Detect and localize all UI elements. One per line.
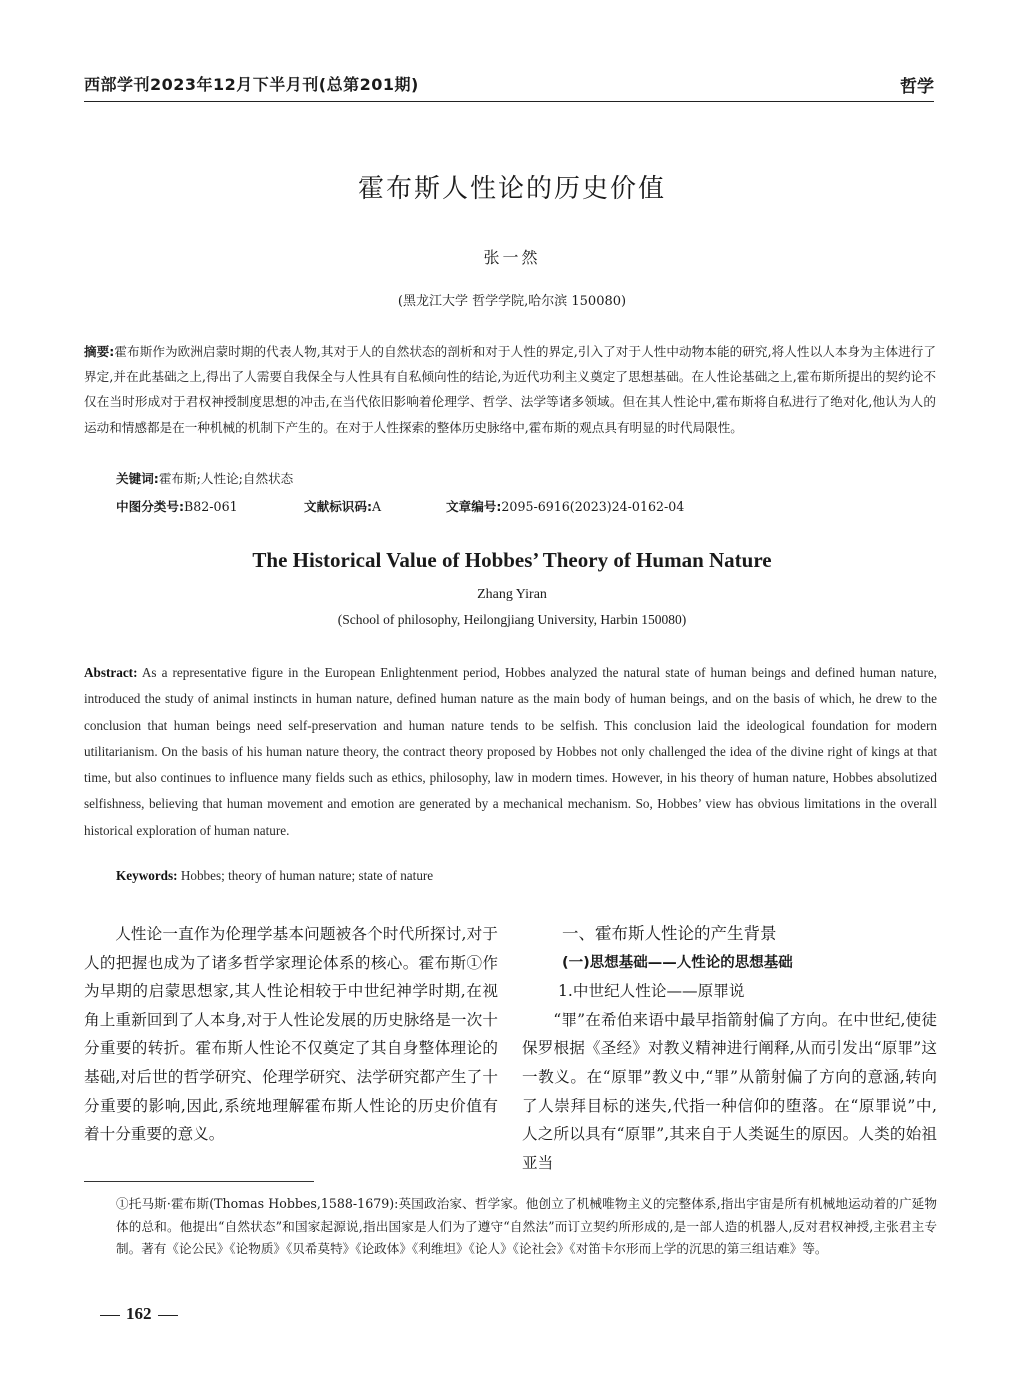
keywords-en-text: Hobbes; theory of human nature; state of nature bbox=[180, 868, 434, 883]
page-dash-right bbox=[158, 1315, 178, 1316]
running-header bbox=[84, 72, 934, 98]
article-title-cn: 霍布斯人性论的历史价值 bbox=[357, 174, 666, 204]
affiliation-cn: (黑龙江大学 哲学学院,哈尔滨 150080) bbox=[397, 294, 627, 309]
page-number bbox=[94, 1304, 184, 1324]
original-sin-paragraph: “罪”在希伯来语中最早指箭射偏了方向。在中世纪,使徒保罗根据《圣经》对教义精神进行阐释,从而引发出“原罪”这一教义。在“原罪”教义中,“罪”从箭射偏了方向的意涵,转向了人崇拜目标的迷失,代指一种信仰的堕落。在“原罪说”中,人之所以具有“原罪”,其来自于人类诞生的原因。人类的始祖亚当 bbox=[522, 1010, 937, 1172]
section-heading: 一、霍布斯人性论的产生背景 bbox=[562, 924, 777, 943]
keywords-en-label: Keywords: bbox=[116, 868, 178, 883]
abstract-en bbox=[84, 660, 937, 844]
abstract-cn-text: 霍布斯作为欧洲启蒙时期的代表人物,其对于人的自然状态的剖析和对于人性的界定,引入了对于人性中动物本能的研究,将人性以人本身为主体进行了界定,并在此基础之上,得出了人需要自我保全与人性具有自私倾向性的结论,为近代功利主义奠定了思想基础。在人性论基础之上,霍布斯所提出的契约论不仅在当时形成对于君权神授制度思想的冲击,在当代依旧影响着伦理学、哲学、法学等诸多领域。但在其人性论中,霍布斯将自私进行了绝对化,他认为人的运动和情感都是在一种机械的机制下产生的。在对于人性探索的整体历史脉络中,霍布斯的观点具有明显的时代局限性。 bbox=[84, 344, 936, 435]
doc-code-value: A bbox=[372, 499, 382, 514]
subsection-heading: (一)思想基础——人性论的思想基础 bbox=[562, 954, 793, 971]
article-title-en: The Historical Value of Hobbes’ Theory of Human Nature bbox=[252, 548, 772, 572]
keywords-en bbox=[116, 868, 433, 884]
footnote bbox=[84, 1193, 937, 1261]
footnote-text: ①托马斯·霍布斯(Thomas Hobbes,1588-1679):英国政治家、哲学家。他创立了机械唯物主义的完整体系,指出宇宙是所有机械地运动着的广延物体的总和。他提出“自然状态”和国家起源说,指出国家是人们为了遵守“自然法”而订立契约所形成的,是一部人造的机器人,反对君权神授,主张君主专制。著有《论公民》《论物质》《贝希莫特》《论政体》《利维坦》《论人》《论社会》《对笛卡尔形而上学的沉思的第三组诘难》等。 bbox=[116, 1196, 937, 1257]
doc-code-label: 文献标识码: bbox=[304, 499, 373, 514]
abstract-cn-label: 摘要: bbox=[84, 344, 115, 359]
journal-issue: 西部学刊2023年12月下半月刊(总第201期) bbox=[84, 75, 419, 94]
keywords-cn bbox=[116, 468, 293, 487]
abstract-en-label: Abstract: bbox=[84, 665, 138, 680]
clc-value: B82-061 bbox=[184, 499, 238, 514]
body-right-column bbox=[522, 920, 937, 1177]
article-no-label: 文章编号: bbox=[446, 499, 502, 514]
abstract-cn bbox=[84, 339, 936, 440]
page-dash-left bbox=[100, 1315, 120, 1316]
article-no-value: 2095-6916(2023)24-0162-04 bbox=[501, 499, 685, 514]
body-left-column bbox=[84, 920, 498, 1149]
section-name: 哲学 bbox=[900, 77, 934, 97]
affiliation-en: (School of philosophy, Heilongjiang University, Harbin 150080) bbox=[337, 612, 687, 627]
clc-label: 中图分类号: bbox=[116, 499, 185, 514]
keywords-cn-label: 关键词: bbox=[116, 471, 159, 486]
author-cn: 张一然 bbox=[483, 248, 541, 267]
keywords-cn-text: 霍布斯;人性论;自然状态 bbox=[158, 471, 294, 486]
author-en: Zhang Yiran bbox=[477, 587, 547, 602]
subsubsection-heading: 1.中世纪人性论——原罪说 bbox=[558, 982, 745, 1001]
footnote-rule bbox=[84, 1181, 314, 1182]
page-number-value: 162 bbox=[126, 1304, 152, 1323]
clc-code bbox=[116, 496, 238, 515]
article-number bbox=[446, 496, 684, 515]
header-rule bbox=[84, 101, 934, 102]
intro-paragraph: 人性论一直作为伦理学基本问题被各个时代所探讨,对于人的把握也成为了诸多哲学家理论体系的核心。霍布斯①作为早期的启蒙思想家,其人性论相较于中世纪神学时期,在视角上重新回到了人本身,对于人性论发展的历史脉络是一次十分重要的转折。霍布斯人性论不仅奠定了其自身整体理论的基础,对后世的哲学研究、伦理学研究、法学研究都产生了十分重要的影响,因此,系统地理解霍布斯人性论的历史价值有着十分重要的意义。 bbox=[84, 925, 498, 1144]
document-code bbox=[304, 496, 381, 515]
abstract-en-text: As a representative figure in the European Enlightenment period, Hobbes analyzed the natural state of human beings and defined human nature, introduced the study of animal instincts in human nature, defined human nature as the main body of human beings, and on the basis of which, he drew to the conclusion that human beings need self-preservation and human nature tends to be selfish. This conclusion laid the ideological foundation for modern utilitarianism. On the basis of his human nature theory, the contract theory proposed by Hobbes not only challenged the idea of the divine right of kings at that time, but also continues to influence many fields such as ethics, philosophy, law in modern times. However, in his theory of human nature, Hobbes absolutized selfishness, believing that human movement and emotion are generated by a mechanical mechanism. So, Hobbes’ view has obvious limitations in the overall historical exploration of human nature. bbox=[84, 665, 937, 838]
